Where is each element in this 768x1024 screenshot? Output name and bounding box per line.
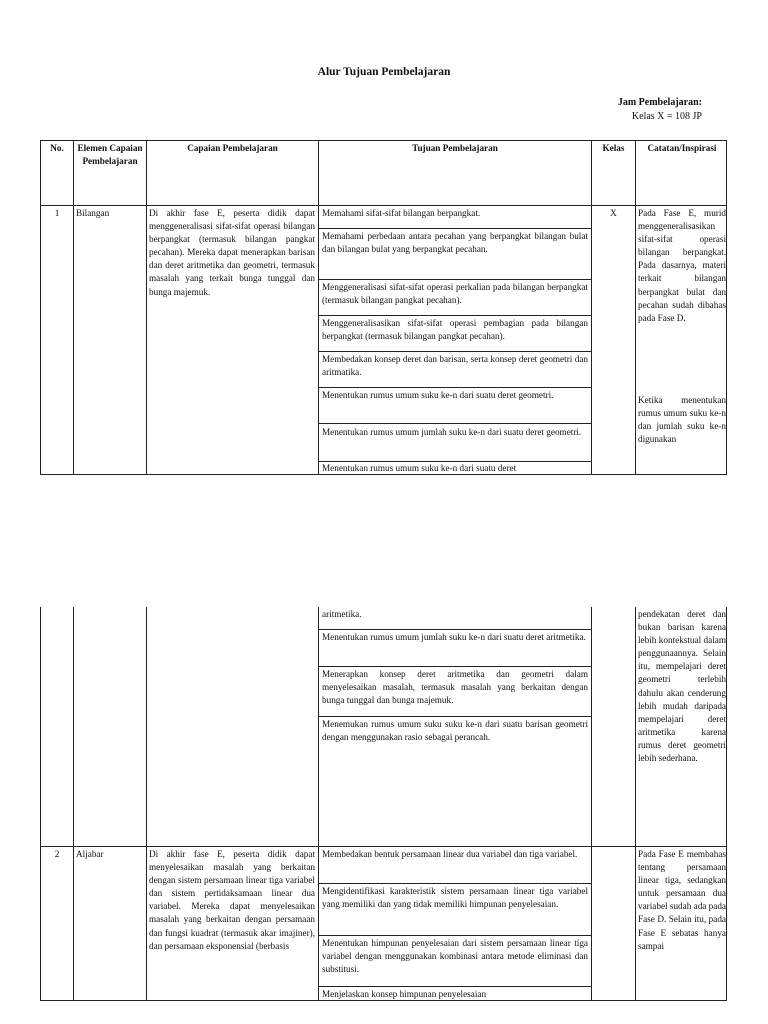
row1-tujuan-5: Membedakan konsep deret dan barisan, serta konsep deret geometri dan aritmatika.: [322, 354, 588, 378]
row1-tujuan-2: Memahami perbedaan antara pecahan yang berpangkat bilangan bulat dan bilangan bulat yang berpangkat pecahan.: [322, 231, 588, 255]
row2-tujuan-1: Membedakan bentuk persamaan linear dua variabel dan tiga variabel.: [322, 849, 578, 859]
row1-elemen: Bilangan: [76, 208, 110, 218]
row1-tujuan-11: Menemukan rumus umum suku suku ke-n dari suatu barisan geometri dengan menggunakan rasio sebagai perancah.: [322, 719, 588, 743]
row2-tujuan-2: Mengidentifikasi karakteristik sistem persamaan linear tiga variabel yang memiliki dan yang tidak memiliki himpunan penyelesaian.: [322, 886, 588, 910]
row2-divider: [41, 846, 726, 847]
row2-capaian: Di akhir fase E, peserta didik dapat menyelesaikan masalah yang berkaitan dengan sistem persamaan linear tiga variabel dan sistem pertidaksamaan linear dua variabel. Mereka dapat menyelesaikan masalah yang berkaitan dengan persamaan dan fungsi kuadrat (termasuk akar imajiner), dan persamaan eksponensial (berbasis: [149, 849, 315, 951]
table-part-2: [40, 607, 727, 1001]
header-kelas: Kelas: [602, 143, 625, 153]
kelas-info: Kelas X = 108 JP: [631, 111, 702, 122]
row1-tujuan-7: Menentukan rumus umum jumlah suku ke-n dari suatu deret geometri.: [322, 427, 582, 437]
header-elemen: Elemen Capaian Pembelajaran: [77, 143, 143, 167]
row2-catatan: Pada Fase E membahas tentang persamaan linear tiga, sedangkan untuk persamaan dua variabel sudah ada pada Fase D. Selain itu, pada Fase E sebatas hanya sampai: [638, 849, 726, 951]
row1-catatan-cont: pendekatan deret dan bukan barisan karena lebih kontekstual dalam penggunaannya. Selain itu, mempelajari deret geometri terlebih dahulu akan cenderung lebih mudah daripada mempelajari deret aritmetika karena rumus deret geometri lebih sederhana.: [638, 609, 726, 764]
row1-catatan-a: Pada Fase E, murid menggeneralisasikan sifat-sifat operasi bilangan berpangkat. Pada dasarnya, materi terkait bilangan berpangkat bulat dan pecahan sudah dibahas pada Fase D.: [638, 208, 726, 323]
header-tujuan: Tujuan Pembelajaran: [412, 143, 498, 153]
header-capaian: Capaian Pembelajaran: [187, 143, 278, 153]
row1-catatan-b: Ketika menentukan rumus umum suku ke-n dan jumlah suku ke-n digunakan: [638, 395, 726, 445]
row2-no: 2: [54, 849, 60, 859]
row1-capaian: Di akhir fase E, peserta didik dapat menggeneralisasi sifat-sifat operasi bilangan berpangkat (termasuk bilangan pangkat pecahan). Mereka dapat menerapkan barisan dan deret aritmetika dan geometri, termasuk masalah yang terkait bunga tunggal dan bunga majemuk.: [149, 208, 315, 297]
header-divider: [41, 205, 726, 206]
row1-tujuan-8-cont: aritmetika.: [322, 609, 362, 619]
row1-kelas: X: [610, 208, 617, 218]
row1-tujuan-6: Menentukan rumus umum suku ke-n dari suatu deret geometri.: [322, 390, 554, 400]
header-catatan: Catatan/Inspirasi: [647, 143, 717, 153]
row1-tujuan-4: Menggeneralisasikan sifat-sifat operasi pembagian pada bilangan berpangkat (termasuk bilangan pangkat pecahan).: [322, 318, 588, 342]
row2-elemen: Aljabar: [76, 849, 104, 859]
row1-tujuan-3: Menggeneralisasi sifat-sifat operasi perkalian pada bilangan berpangkat (termasuk bilangan pangkat pecahan).: [322, 282, 588, 306]
row1-tujuan-10: Menerapkan konsep deret aritmetika dan geometri dalam menyelesaikan masalah, termasuk masalah yang berkaitan dengan bunga tunggal dan bunga majemuk.: [322, 669, 588, 706]
row1-tujuan-9: Menentukan rumus umum jumlah suku ke-n dari suatu deret aritmetika.: [322, 632, 586, 642]
table-part-1: [40, 140, 727, 475]
jam-pembelajaran-label: Jam Pembelajaran:: [617, 97, 702, 108]
row2-tujuan-4: Menjelaskan konsep himpunan penyelesaian: [322, 989, 487, 999]
document-title: Alur Tujuan Pembelajaran: [317, 66, 451, 78]
row1-no: 1: [54, 208, 60, 218]
header-no: No.: [50, 143, 64, 153]
row2-tujuan-3: Menentukan himpunan penyelesaian dari sistem persamaan linear tiga variabel dengan menggunakan kombinasi antara metode eliminasi dan substitusi.: [322, 938, 588, 975]
row1-tujuan-8: Menentukan rumus umum suku ke-n dari suatu deret: [322, 463, 517, 473]
row1-tujuan-1: Memahami sifat-sifat bilangan berpangkat.: [322, 208, 481, 218]
